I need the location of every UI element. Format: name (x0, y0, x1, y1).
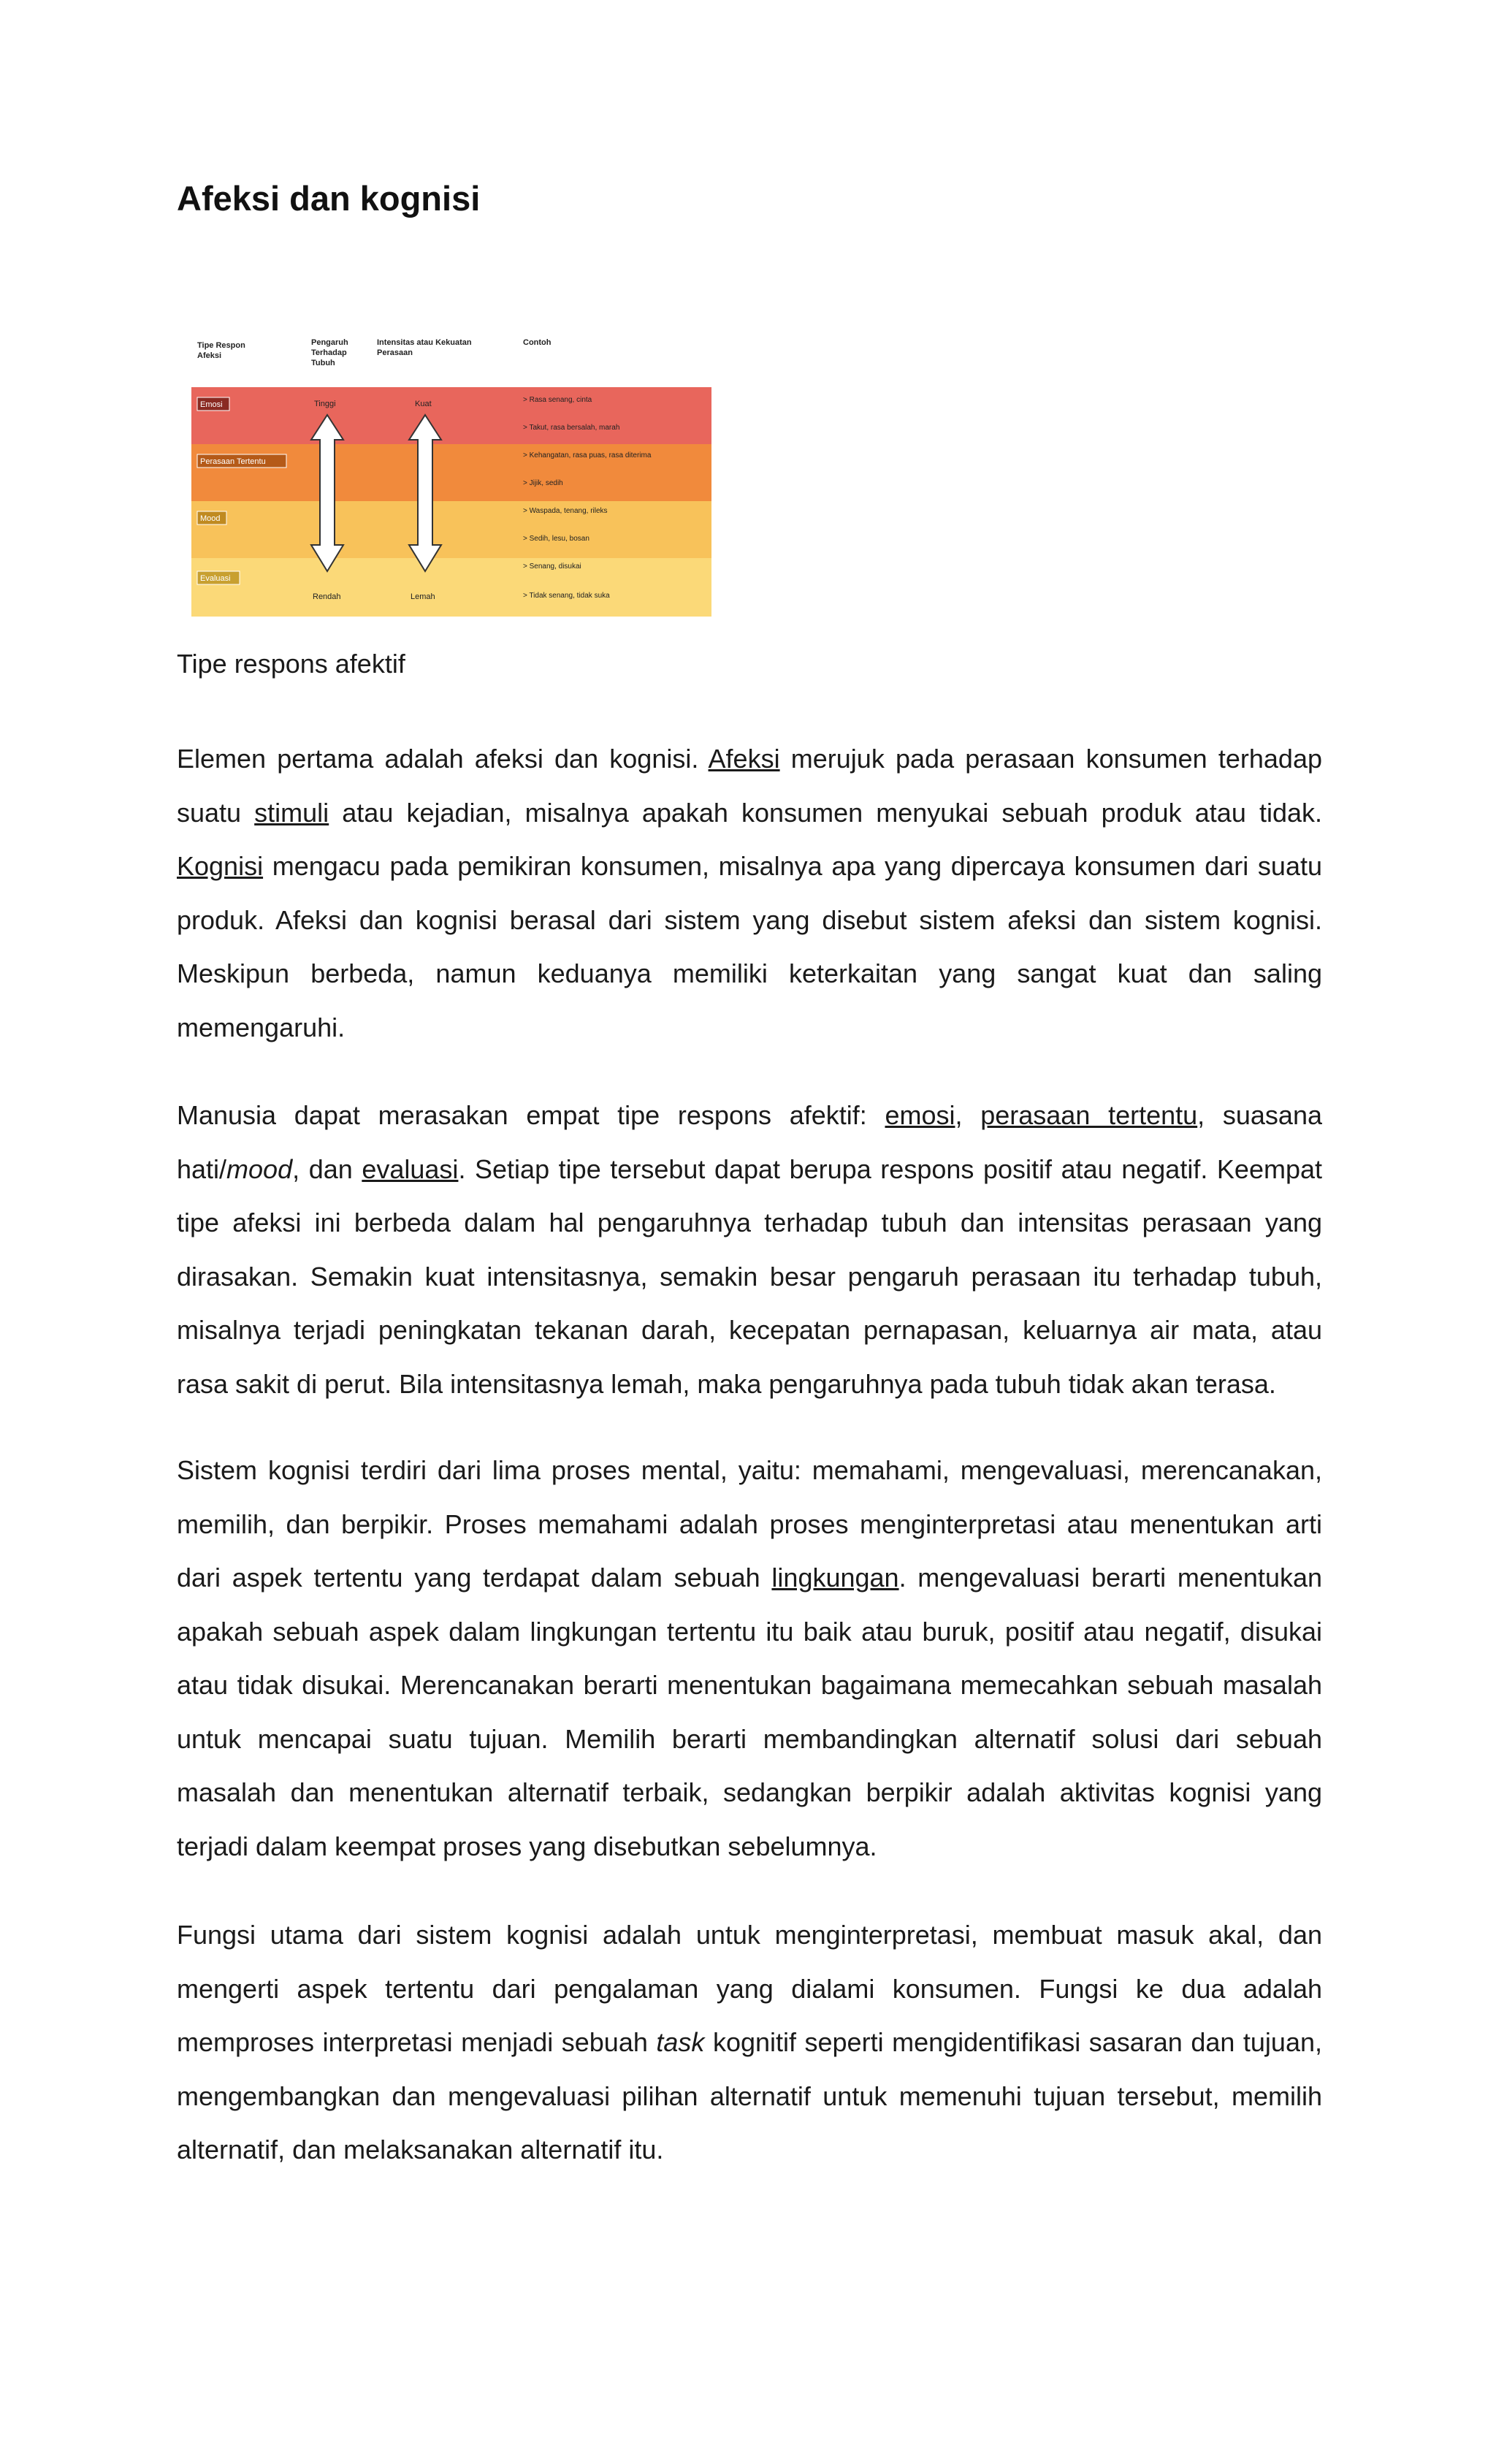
text: mengacu pada pemikiran konsumen, misalnya apa yang dipercaya konsumen dari suatu produk. Afeksi dan kognisi berasal dari sistem yang disebut sistem afeksi dan sistem kognisi. Meskipun berbeda, namun keduanya memiliki keterkaitan yang sangat kuat dan saling memengaruhi. (177, 851, 1322, 1042)
header-pengaruh-2: Terhadap (311, 348, 347, 357)
band-emosi (191, 387, 711, 444)
header-contoh: Contoh (523, 338, 552, 347)
link-lingkungan[interactable]: lingkungan (771, 1563, 899, 1593)
header-tipe-2: Afeksi (197, 351, 222, 360)
row-label-mood: Mood (200, 514, 221, 523)
header-tipe-1: Tipe Respon (197, 341, 245, 350)
paragraph-2 (177, 1088, 1322, 1411)
text: . Setiap tipe tersebut dapat berupa respons positif atau negatif. Keempat tipe afeksi ini berbeda dalam hal pengaruhnya terhadap tubuh dan intensitas perasaan yang dirasakan. Semakin kuat intensitasnya, semakin besar pengaruh perasaan itu terhadap tubuh, misalnya terjadi peningkatan tekanan darah, kecepatan pernapasan, keluarnya air mata, atau rasa sakit di perut. Bila intensitasnya lemah, maka pengaruhnya pada tubuh tidak akan terasa. (177, 1153, 1322, 1399)
example-5: > Waspada, tenang, rileks (523, 507, 608, 515)
text: Manusia dapat merasakan empat tipe respons afektif: (177, 1100, 885, 1130)
example-8: > Tidak senang, tidak suka (523, 592, 610, 600)
link-perasaan-tertentu[interactable]: perasaan tertentu (980, 1100, 1198, 1130)
label-rendah: Rendah (313, 592, 341, 601)
label-lemah: Lemah (411, 592, 435, 601)
link-kognisi[interactable]: Kognisi (177, 851, 264, 881)
row-label-perasaan: Perasaan Tertentu (200, 457, 266, 466)
paragraph-1 (177, 732, 1322, 1054)
text: , suasana hati/ (177, 1100, 1322, 1184)
figure-caption: Tipe respons afektif (177, 649, 405, 679)
text: atau kejadian, misalnya apakah konsumen menyukai sebuah produk atau tidak. (329, 797, 1322, 828)
link-stimuli[interactable]: stimuli (254, 797, 329, 828)
text: Fungsi utama dari sistem kognisi adalah untuk menginterpretasi, membuat masuk akal, dan mengerti aspek tertentu dari pengalaman yang dialami konsumen. Fungsi ke dua adalah memproses interpretasi menjadi sebuah (177, 1920, 1322, 2057)
link-evaluasi[interactable]: evaluasi (362, 1153, 459, 1184)
header-pengaruh-1: Pengaruh (311, 338, 348, 347)
text-task: task (656, 2027, 705, 2057)
example-2: > Takut, rasa bersalah, marah (523, 424, 620, 432)
row-label-evaluasi: Evaluasi (200, 574, 231, 583)
band-mood (191, 501, 711, 558)
paragraph-4 (177, 1908, 1322, 2177)
text: merujuk pada perasaan konsumen terhadap suatu (177, 744, 1322, 828)
text: Sistem kognisi terdiri dari lima proses mental, yaitu: memahami, mengevaluasi, merencanakan, memilih, dan berpikir. Proses memahami adalah proses menginterpretasi atau menentukan arti dari aspek tertentu yang terdapat dalam sebuah (177, 1455, 1322, 1593)
header-pengaruh-3: Tubuh (311, 359, 335, 367)
text: , (955, 1100, 981, 1130)
row-label-emosi: Emosi (200, 400, 223, 409)
text: kognitif seperti mengidentifikasi sasaran dan tujuan, mengembangkan dan mengevaluasi pilihan alternatif untuk memenuhi tujuan tersebut, memilih alternatif, dan melaksanakan alternatif itu. (177, 2027, 1322, 2164)
example-1: > Rasa senang, cinta (523, 396, 592, 404)
example-6: > Sedih, lesu, bosan (523, 535, 589, 543)
example-3: > Kehangatan, rasa puas, rasa diterima (523, 451, 652, 459)
page-title: Afeksi dan kognisi (177, 179, 481, 218)
text: , dan (292, 1153, 362, 1184)
text-mood: mood (226, 1153, 293, 1184)
band-evaluasi (191, 558, 711, 617)
affect-types-figure (191, 336, 711, 617)
affect-types-diagram (191, 336, 711, 617)
label-kuat: Kuat (415, 400, 432, 408)
text: Elemen pertama adalah afeksi dan kognisi. (177, 744, 709, 774)
link-afeksi[interactable]: Afeksi (708, 744, 780, 774)
header-intensitas-2: Perasaan (377, 348, 413, 357)
label-tinggi: Tinggi (314, 400, 336, 408)
example-4: > Jijik, sedih (523, 479, 563, 487)
paragraph-3 (177, 1443, 1322, 1873)
example-7: > Senang, disukai (523, 562, 581, 571)
link-emosi[interactable]: emosi (885, 1100, 955, 1130)
text: . mengevaluasi berarti menentukan apakah sebuah aspek dalam lingkungan tertentu itu baik atau buruk, positif atau negatif, disukai atau tidak disukai. Merencanakan berarti menentukan bagaimana memecahkan sebuah masalah untuk mencapai suatu tujuan. Memilih berarti membandingkan alternatif solusi dari sebuah masalah dan menentukan alternatif terbaik, sedangkan berpikir adalah aktivitas kognisi yang terjadi dalam keempat proses yang disebutkan sebelumnya. (177, 1563, 1323, 1861)
header-intensitas-1: Intensitas atau Kekuatan (377, 338, 472, 347)
